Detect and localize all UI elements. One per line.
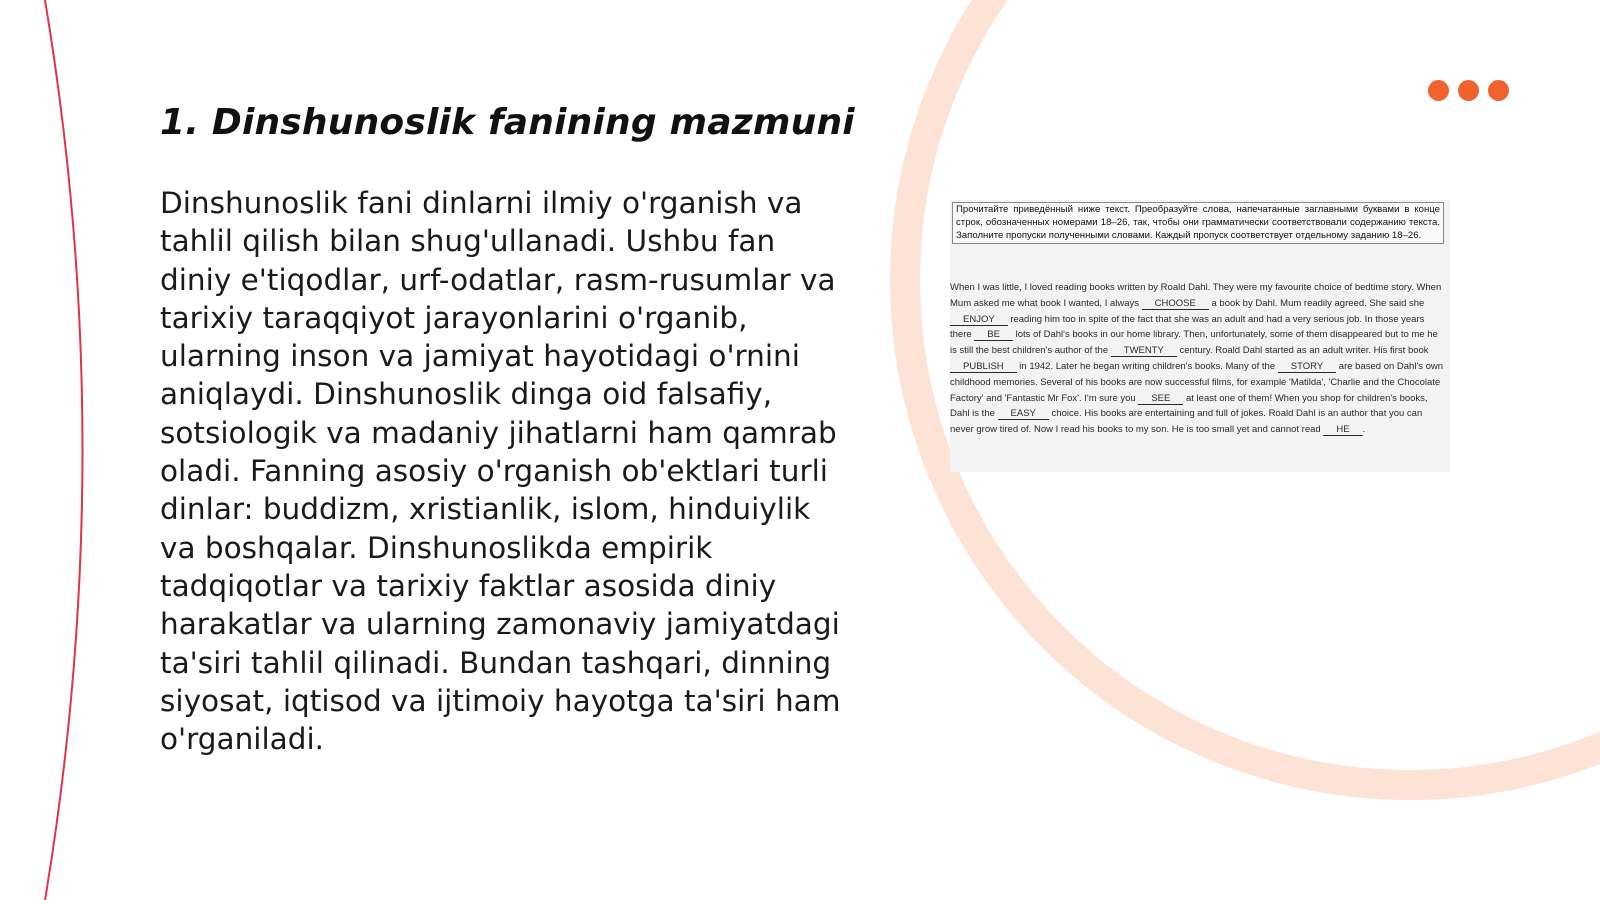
decorative-left-line	[45, 0, 83, 900]
passage-text: reading him too in spite of the fact that she was an adult and had a very serious job. In those years there	[950, 313, 1425, 341]
passage-text: lots of Dahl's books in our home library. Then, unfortunately, some of them disappeared but to me he is still the best children's author of the	[950, 329, 1438, 357]
passage-text: choice. His books are entertaining and full of jokes. Roald Dahl is an author that you can never grow tired of. Now I read his books to my son. He is too small yet and cannot read	[950, 408, 1423, 436]
passage-text: in 1942. Later he began writing children's books. Many of the	[1016, 360, 1278, 372]
passage-text: .	[1362, 424, 1366, 436]
task-instruction: Прочитайте приведённый ниже текст. Преобразуйте слова, напечатанные заглавными буквами в конце строк, обозначенных номерами 18–26, так, чтобы они грамматически соответствовали содержанию текста. Заполните пропуски полученными словами. Каждый пропуск соответствует отдельному заданию 18–26.	[952, 202, 1444, 244]
passage-text: a book by Dahl. Mum readily agreed. She said she	[1208, 297, 1425, 309]
passage-text: century. Roald Dahl started as an adult writer. His first book	[1176, 345, 1429, 357]
blank-word: ENJOY	[950, 314, 1008, 326]
decorative-dots	[1428, 80, 1509, 101]
passage-text: at least one of them! When you shop for children's books, Dahl is the	[950, 392, 1428, 420]
blank-word: TWENTY	[1111, 345, 1177, 357]
blank-word: EASY	[998, 408, 1049, 420]
dot-icon	[1428, 80, 1449, 101]
dot-icon	[1458, 80, 1479, 101]
passage-text: When I was little, I loved reading books written by Roald Dahl. They were my favourite choice of bedtime story. When Mum asked me what book I wanted, I always	[950, 282, 1442, 309]
blank-word: SEE	[1138, 393, 1183, 405]
passage-text: are based on Dahl's own childhood memories. Several of his books are now successful films, for example 'Matilda', 'Charlie and the Chocolate Factory' and 'Fantastic Mr Fox'. I'm sure you	[950, 360, 1444, 404]
blank-word: BE	[974, 329, 1013, 341]
exam-task-image	[950, 200, 1450, 472]
slide-title: 1. Dinshunoslik fanining mazmuni	[160, 102, 855, 143]
reading-passage	[950, 280, 1444, 438]
blank-word: STORY	[1278, 361, 1336, 373]
slide-body-text: Dinshunoslik fani dinlarni ilmiy o'rganish va tahlil qilish bilan shug'ullanadi. Ushbu fan diniy e'tiqodlar, urf-odatlar, rasm-rusumlar va tarixiy taraqqiyot jarayonlarini o'rganib, ularning inson va jamiyat hayotidagi o'rnini aniqlaydi. Dinshunoslik dinga oid falsafiy, sotsiologik va madaniy jihatlarni ham qamrab oladi. Fanning asosiy o'rganish ob'ektlari turli dinlar: buddizm, xristianlik, islom, hinduiylik va boshqalar. Dinshunoslikda empirik tadqiqotlar va tarixiy faktlar asosida diniy harakatlar va ularning zamonaviy jamiyatdagi ta'siri tahlil qilinadi. Bundan tashqari, dinning siyosat, iqtisod va ijtimoiy hayotga ta'siri ham o'rganiladi.	[160, 186, 841, 757]
dot-icon	[1488, 80, 1509, 101]
blank-word: HE	[1323, 424, 1362, 436]
blank-word: CHOOSE	[1142, 298, 1209, 310]
blank-word: PUBLISH	[950, 361, 1017, 373]
